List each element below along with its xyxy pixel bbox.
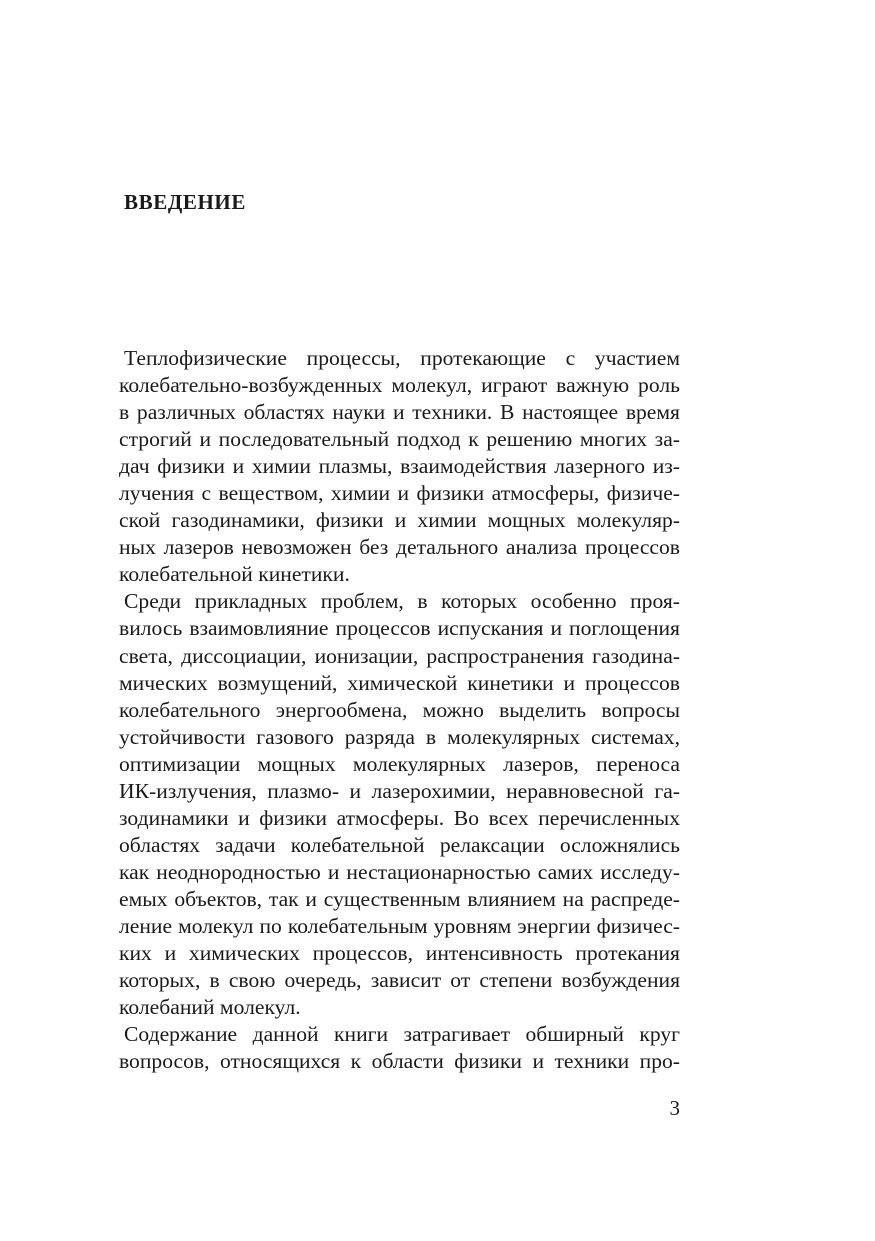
text-line: света, диссоциации, ионизации, распространения газодина- — [119, 643, 680, 668]
text-line: областях задачи колебательной релаксации осложнялись — [119, 832, 680, 857]
text-line: колебаний молекул. — [119, 995, 301, 1020]
body-text — [119, 345, 680, 1075]
text-line: Теплофизические процессы, протекающие с участием — [124, 346, 680, 370]
text-line: вилось взаимовлияние процессов испускания и поглощения — [119, 616, 680, 641]
text-line: вопросов, относящихся к области физики и техники про- — [119, 1049, 680, 1074]
text-line: ных лазеров невозможен без детального анализа процессов — [119, 535, 680, 560]
text-line: колебательного энергообмена, можно выделить вопросы — [119, 697, 680, 722]
text-line: оптимизации мощных молекулярных лазеров, переноса — [119, 751, 680, 776]
text-line: мических возмущений, химической кинетики и процессов — [119, 670, 680, 695]
text-line: как неоднородностью и нестационарностью самих исследу- — [119, 859, 680, 884]
text-line: ИК-излучения, плазмо- и лазерохимии, неравновесной га- — [119, 778, 680, 803]
text-line: зодинамики и физики атмосферы. Во всех перечисленных — [119, 805, 680, 830]
text-line: колебательной кинетики. — [119, 562, 350, 587]
text-line: устойчивости газового разряда в молекулярных системах, — [119, 724, 680, 749]
text-line: емых объектов, так и существенным влиянием на распреде- — [119, 886, 680, 911]
text-line: ких и химических процессов, интенсивность протекания — [119, 941, 680, 966]
text-line: Среди прикладных проблем, в которых особенно проя- — [124, 589, 680, 614]
text-line: в различных областях науки и техники. В настоящее время — [119, 400, 680, 425]
text-line: которых, в свою очередь, зависит от степени возбуждения — [119, 968, 680, 993]
text-line: колебательно-возбужденных молекул, играют важную роль — [119, 373, 680, 398]
text-line: ской газодинамики, физики и химии мощных молекуляр- — [119, 508, 680, 533]
page-number: 3 — [669, 1096, 680, 1120]
text-line: дач физики и химии плазмы, взаимодействия лазерного из- — [119, 454, 680, 479]
text-line: строгий и последовательный подход к решению многих за- — [119, 427, 680, 452]
text-line: ление молекул по колебательным уровням энергии физичес- — [119, 913, 680, 938]
chapter-heading: ВВЕДЕНИЕ — [124, 190, 246, 214]
text-line: лучения с веществом, химии и физики атмосферы, физиче- — [119, 481, 680, 506]
text-line: Содержание данной книги затрагивает обширный круг — [124, 1022, 680, 1047]
